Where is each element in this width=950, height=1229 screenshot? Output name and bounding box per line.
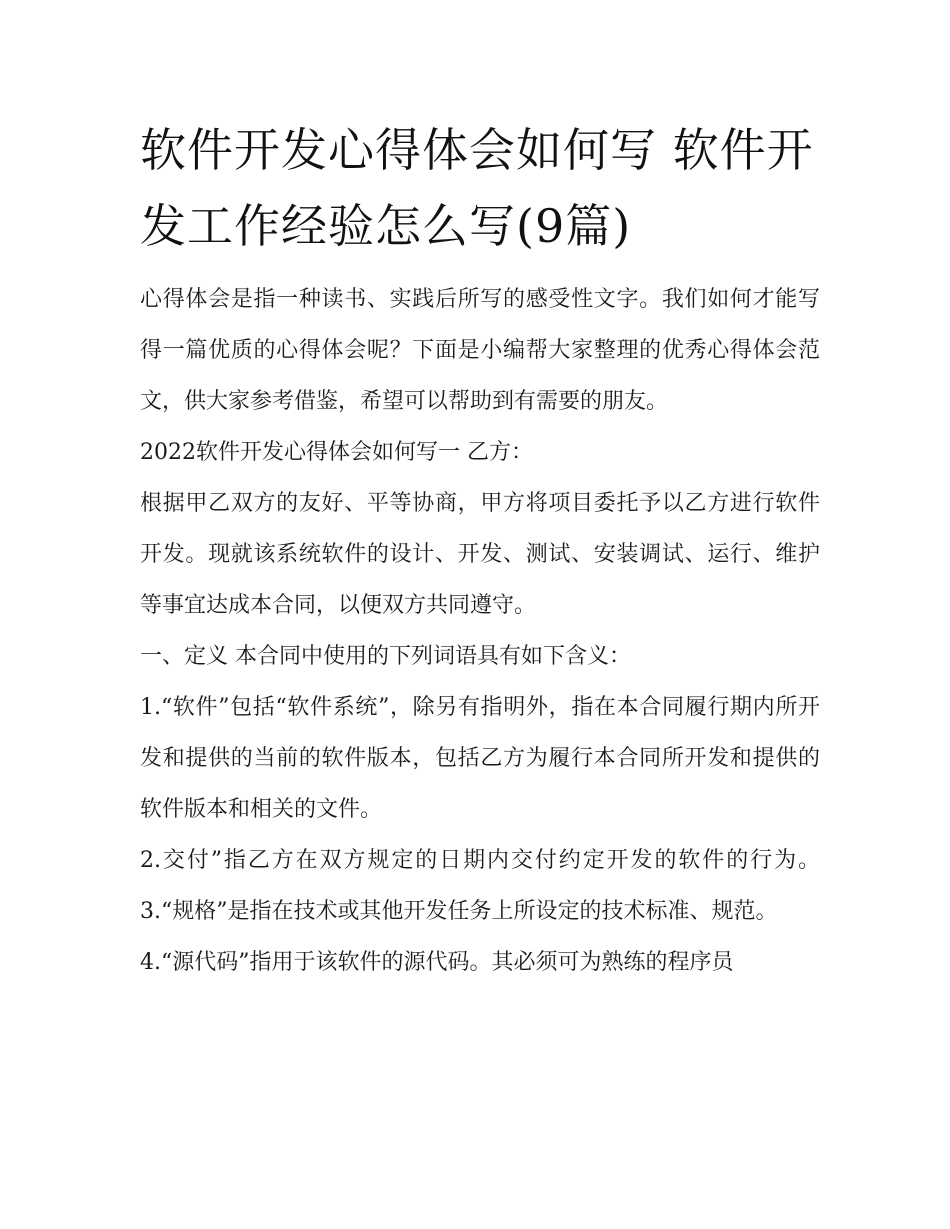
document-title: 软件开发心得体会如何写 软件开发工作经验怎么写(9篇) bbox=[140, 123, 814, 253]
definition-delivery-paragraph: 2.交付”指乙方在双方规定的日期内交付约定开发的软件的行为。 3.“规格”是指在技术或其他开发任务上所设定的技术标准、规范。 bbox=[140, 848, 820, 924]
definition-software-paragraph: 1.“软件”包括“软件系统”，除另有指明外，指在本合同履行期内所开发和提供的当前的软件版本，包括乙方为履行本合同所开发和提供的软件版本和相关的文件。 bbox=[140, 695, 820, 822]
definition-source-code-paragraph: 4.“源代码”指用于该软件的源代码。其必须可为熟练的程序员 bbox=[140, 950, 734, 975]
definitions-heading-paragraph: 一、定义 本合同中使用的下列词语具有如下含义： bbox=[140, 644, 631, 669]
section-heading-paragraph: 2022软件开发心得体会如何写一 乙方： bbox=[140, 440, 533, 465]
intro-paragraph: 心得体会是指一种读书、实践后所写的感受性文字。我们如何才能写得一篇优质的心得体会呢？下面是小编帮大家整理的优秀心得体会范文，供大家参考借鉴，希望可以帮助到有需要的朋友。 bbox=[140, 287, 820, 414]
document-content bbox=[140, 112, 820, 988]
contract-intro-paragraph: 根据甲乙双方的友好、平等协商，甲方将项目委托予以乙方进行软件开发。现就该系统软件的设计、开发、测试、安装调试、运行、维护等事宜达成本合同，以便双方共同遵守。 bbox=[140, 491, 820, 618]
